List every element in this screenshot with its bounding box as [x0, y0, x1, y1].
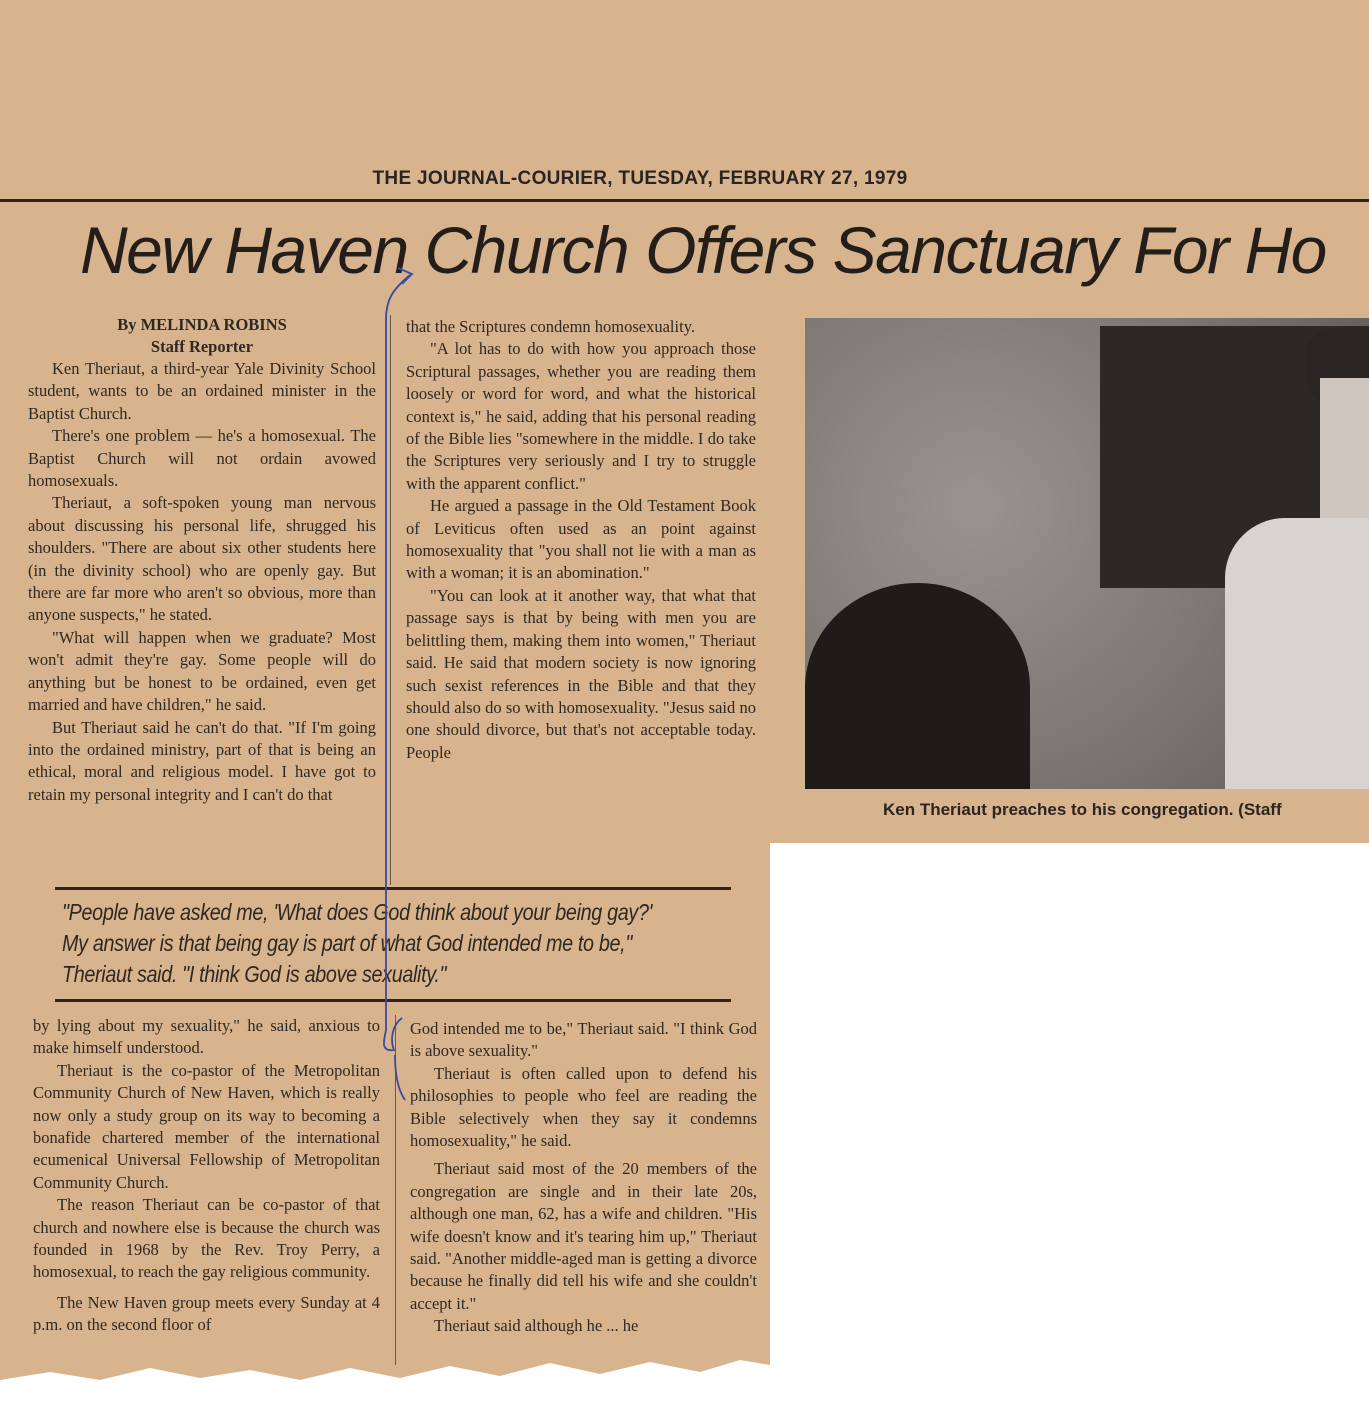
column-divider	[390, 315, 391, 885]
pullquote-rule-bottom	[55, 999, 731, 1002]
paragraph: Theriaut, a soft-spoken young man nervous about discussing his personal life, shrugged his shoulders. "There are about six other students here (in the divinity school) who are openly gay. But there are far more who aren't so obvious, more than anyone suspects," he stated.	[28, 493, 376, 625]
torn-edge	[0, 1380, 800, 1415]
column-1	[28, 314, 376, 806]
paragraph: "You can look at it another way, that what that passage says is that by being with men you are belittling them, making them into women," Theriaut said. He said that modern society is now ignoring such sexist references in the Bible and that they should also do so with homosexuality. "Jesus said no one should divorce, but that's not acceptable today. People	[406, 585, 756, 762]
paragraph: Theriaut is often called upon to defend his philosophies to people who feel are reading the Bible selectively when they say it condemns homosexuality," he said.	[410, 1063, 757, 1151]
paragraph: The reason Theriaut can be co-pastor of that church and nowhere else is because the church was founded in 1968 by the Rev. Troy Perry, a homosexual, to reach the gay religious community.	[33, 1195, 380, 1282]
pullquote-line: Theriaut said. "I think God is above sexuality."	[62, 961, 447, 987]
paragraph: Theriaut said most of the 20 members of the congregation are single and in their late 20s, although one man, 62, has a wife and children. "His wife doesn't know and it's tearing him up," Theriaut said. "Another middle-aged man is getting a divorce because he finally did tell his wife and she couldn't accept it."	[410, 1159, 757, 1313]
paragraph: The New Haven group meets every Sunday at 4 p.m. on the second floor of	[33, 1292, 380, 1335]
photo-caption: Ken Theriaut preaches to his congregation. (Staff	[883, 800, 1282, 819]
paragraph: that the Scriptures condemn homosexuality.	[406, 317, 695, 336]
paragraph: He argued a passage in the Old Testament Book of Leviticus often used as an point against homosexuality that "you shall not lie with a man as with a woman; it is an abomination."	[406, 496, 756, 583]
paragraph: But Theriaut said he can't do that. "If I'm going into the ordained ministry, part of that is being an ethical, moral and religious model. I have got to retain my personal integrity and I can't do that	[28, 717, 376, 804]
column-2	[406, 316, 756, 764]
dateline: THE JOURNAL-COURIER, TUESDAY, FEBRUARY 27, 1979	[372, 168, 908, 189]
paragraph: Ken Theriaut, a third-year Yale Divinity School student, wants to be an ordained minister in the Baptist Church.	[28, 359, 376, 423]
paragraph: There's one problem — he's a homosexual. The Baptist Church will not ordain avowed homosexuals.	[28, 426, 376, 491]
pullquote-rule-top	[55, 887, 731, 890]
paragraph: Theriaut is the co-pastor of the Metropolitan Community Church of New Haven, which is really now only a study group on its way to becoming a bonafide chartered member of the international ecumenical Universal Fellowship of Metropolitan Community Church.	[33, 1060, 380, 1192]
column-3	[33, 1015, 380, 1337]
paragraph: Theriaut said although he ... he	[434, 1316, 639, 1336]
paragraph: "A lot has to do with how you approach those Scriptural passages, whether you are reading them loosely or word for word, and what the historical context is," he said, adding that his personal reading of the Bible lies "somewhere in the middle. I do take the Scriptures very seriously and I try to struggle with the apparent conflict."	[406, 339, 756, 493]
column-4	[410, 1018, 757, 1338]
pullquote-line: My answer is that being gay is part of what God intended me to be,"	[62, 930, 633, 956]
paragraph: by lying about my sexuality," he said, anxious to make himself understood.	[33, 1016, 380, 1058]
paragraph: God intended me to be," Theriaut said. "I think God is above sexuality."	[410, 1019, 757, 1061]
paragraph: "What will happen when we graduate? Most won't admit they're gay. Some people will do anything but be honest to be ordained, even get married and have children," he said.	[28, 627, 376, 715]
headline: New Haven Church Offers Sanctuary For Ho	[80, 213, 1326, 287]
pullquote	[62, 897, 741, 990]
pullquote-line: "People have asked me, 'What does God think about your being gay?'	[62, 899, 653, 925]
byline-role: Staff Reporter	[150, 337, 254, 356]
byline-author: By MELINDA ROBINS	[117, 315, 287, 334]
column-divider	[395, 1015, 396, 1365]
masthead-rule	[0, 199, 1369, 202]
news-photo	[805, 318, 1369, 789]
